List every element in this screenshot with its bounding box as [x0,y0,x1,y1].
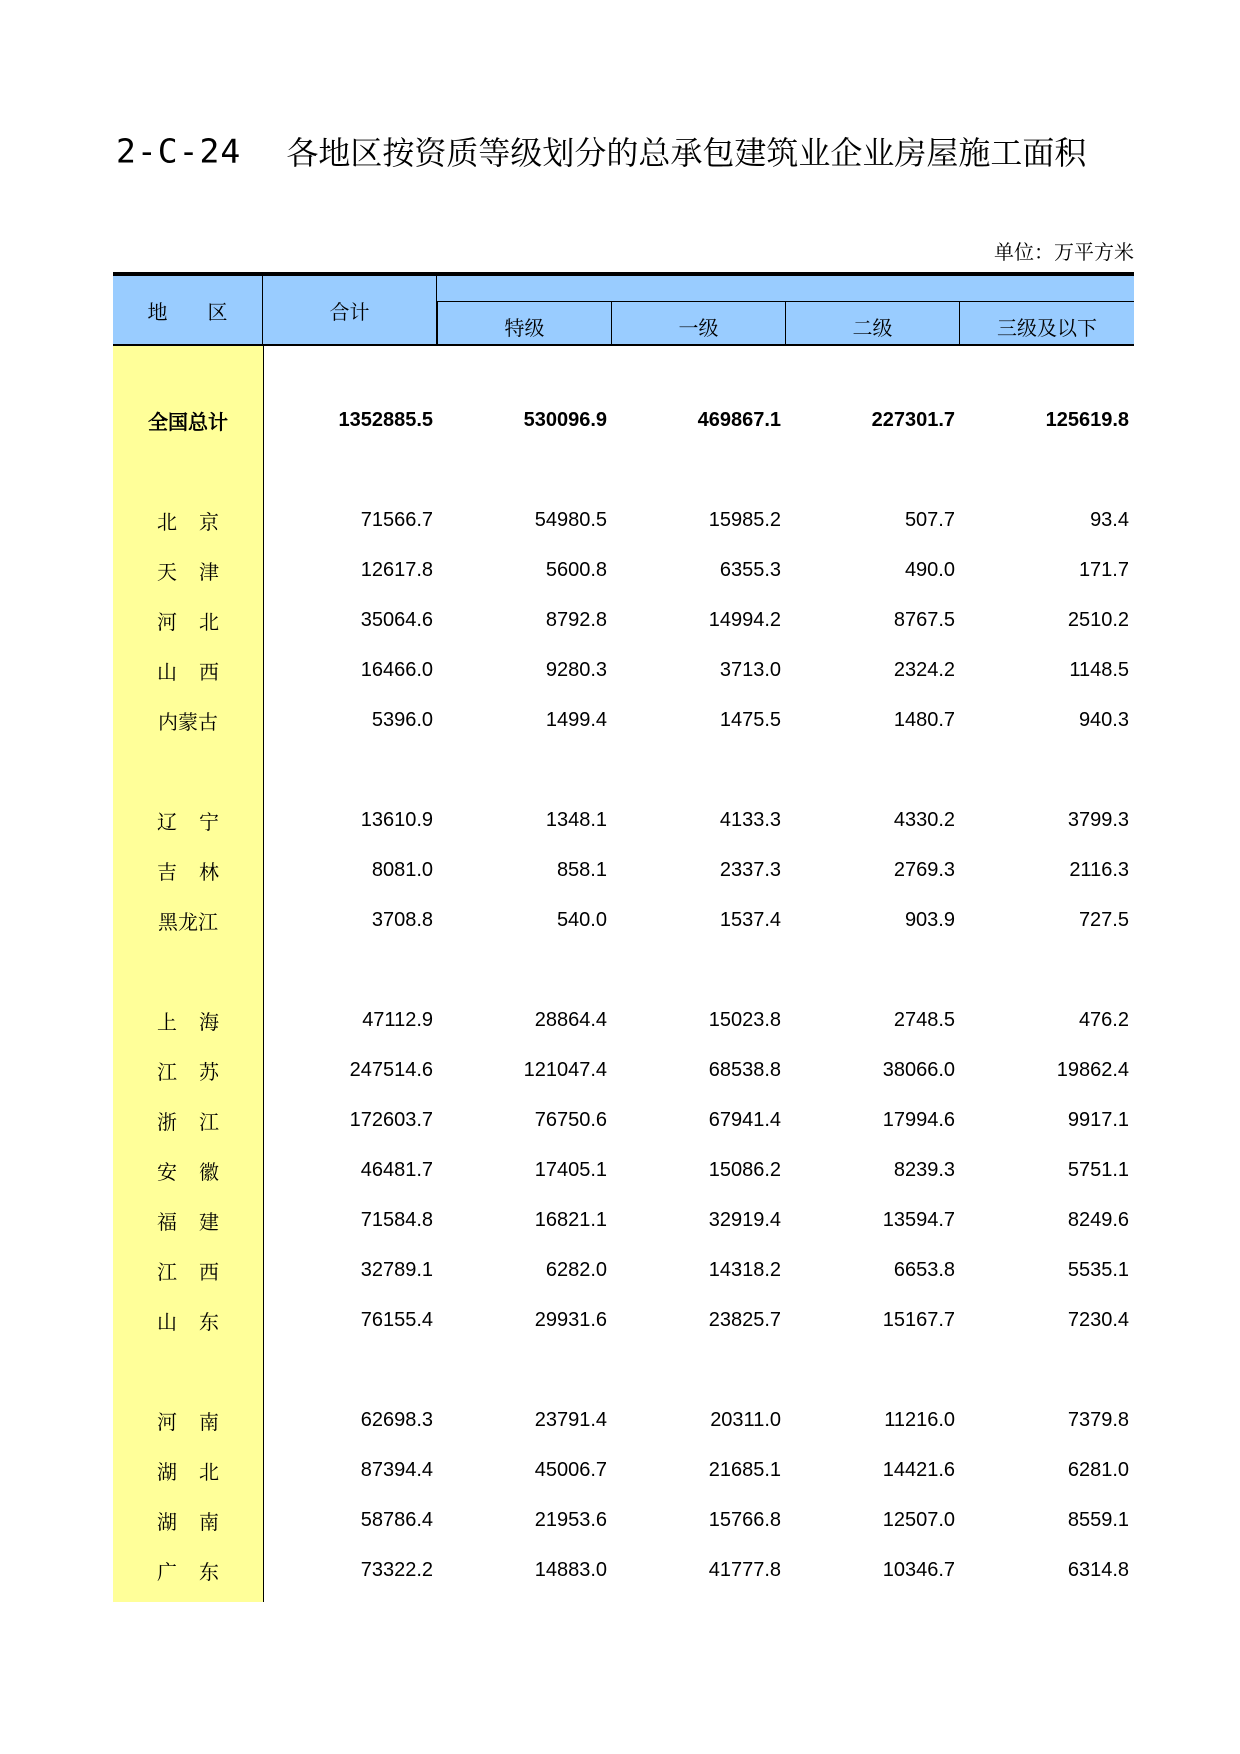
cell-grade-2: 4330.2 [893,808,955,831]
table-row [113,650,1134,690]
cell-grade-3: 727.5 [1078,908,1129,931]
header-grade-2: 二级 [785,301,959,345]
cell-grade-3: 3799.3 [1067,808,1129,831]
cell-total: 71566.7 [360,508,433,531]
cell-grade-3: 2510.2 [1067,608,1129,631]
cell-grade-1: 23825.7 [708,1308,781,1331]
cell-total: 172603.7 [349,1108,433,1131]
cell-grade-1: 14994.2 [708,608,781,631]
cell-total: 247514.6 [349,1058,433,1081]
cell-grade-special: 76750.6 [534,1108,607,1131]
cell-grade-2: 8239.3 [893,1158,955,1181]
header-region: 地 区 [113,276,263,345]
cell-region: 全国总计 [148,409,228,434]
cell-grade-special: 21953.6 [534,1508,607,1531]
cell-region: 辽宁 [157,809,241,834]
table-row [113,1550,1134,1590]
cell-region: 广东 [157,1559,241,1584]
table-row [113,600,1134,640]
cell-grade-special: 28864.4 [534,1008,607,1031]
cell-grade-1: 2337.3 [719,858,781,881]
cell-grade-1: 4133.3 [719,808,781,831]
cell-grade-2: 507.7 [904,508,955,531]
cell-grade-special: 1499.4 [545,708,607,731]
table-row-national-total [113,400,1134,440]
cell-grade-1: 20311.0 [710,1408,781,1431]
cell-region: 北京 [157,509,241,534]
page-title [116,128,1086,176]
cell-region: 江西 [157,1259,241,1284]
cell-grade-2: 2324.2 [893,658,955,681]
cell-grade-special: 17405.1 [534,1158,607,1181]
table-code: 2-C-24 [116,131,242,171]
cell-region: 山东 [157,1309,241,1334]
cell-total: 58786.4 [360,1508,433,1531]
table-header [113,276,1134,345]
cell-region: 安徽 [157,1159,241,1184]
cell-grade-3: 93.4 [1090,508,1129,531]
cell-grade-1: 15766.8 [708,1508,781,1531]
cell-total: 13610.9 [360,808,433,831]
cell-grade-1: 15985.2 [708,508,781,531]
cell-total: 87394.4 [360,1458,433,1481]
cell-grade-special: 8792.8 [545,608,607,631]
table-row [113,700,1134,740]
table-row [113,1000,1134,1040]
header-grade-1: 一级 [611,301,785,345]
cell-region: 湖北 [157,1459,241,1484]
cell-grade-3: 171.7 [1078,558,1129,581]
cell-total: 8081.0 [371,858,433,881]
unit-label: 单位：万平方米 [994,240,1134,264]
cell-region: 江苏 [157,1059,241,1084]
cell-grade-3: 6281.0 [1067,1458,1129,1481]
cell-region: 黑龙江 [158,909,218,934]
cell-region: 天津 [157,559,241,584]
cell-grade-3: 9917.1 [1067,1108,1129,1131]
cell-region: 浙江 [157,1109,241,1134]
header-grade-3: 三级及以下 [959,301,1134,345]
header-grade-special: 特级 [437,301,611,345]
cell-grade-3: 5751.1 [1067,1158,1129,1181]
cell-grade-special: 29931.6 [534,1308,607,1331]
cell-grade-2: 13594.7 [882,1208,955,1231]
cell-grade-special: 6282.0 [545,1258,607,1281]
cell-grade-2: 6653.8 [893,1258,955,1281]
table-row [113,900,1134,940]
table-row [113,1500,1134,1540]
cell-grade-1: 1475.5 [719,708,781,731]
cell-grade-3: 6314.8 [1067,1558,1129,1581]
cell-grade-2: 10346.7 [882,1558,955,1581]
table-row [113,1050,1134,1090]
cell-grade-2: 11216.0 [884,1408,955,1431]
cell-total: 16466.0 [360,658,433,681]
cell-region: 河北 [157,609,241,634]
table-row [113,1200,1134,1240]
table-row [113,1400,1134,1440]
cell-grade-3: 7230.4 [1067,1308,1129,1331]
cell-region: 河南 [157,1409,241,1434]
cell-grade-2: 38066.0 [882,1058,955,1081]
table-row [113,1100,1134,1140]
cell-total: 5396.0 [371,708,433,731]
header-rule [113,344,1134,346]
cell-grade-2: 17994.6 [882,1108,955,1131]
cell-total: 3708.8 [371,908,433,931]
cell-grade-3: 8559.1 [1067,1508,1129,1531]
cell-grade-2: 14421.6 [882,1458,955,1481]
cell-grade-2: 8767.5 [893,608,955,631]
cell-grade-special: 16821.1 [534,1208,607,1231]
cell-grade-1: 21685.1 [708,1458,781,1481]
cell-grade-1: 67941.4 [708,1108,781,1131]
cell-total: 47112.9 [362,1008,433,1031]
cell-grade-2: 903.9 [904,908,955,931]
cell-region: 上海 [157,1009,241,1034]
cell-grade-1: 41777.8 [708,1558,781,1581]
cell-grade-special: 23791.4 [534,1408,607,1431]
cell-grade-3: 7379.8 [1067,1408,1129,1431]
cell-total: 35064.6 [360,608,433,631]
cell-region: 山西 [157,659,241,684]
cell-grade-1: 6355.3 [719,558,781,581]
cell-grade-3: 476.2 [1078,1008,1129,1031]
table-row [113,1450,1134,1490]
cell-grade-1: 3713.0 [719,658,781,681]
cell-region: 福建 [157,1209,241,1234]
cell-grade-special: 540.0 [556,908,607,931]
cell-grade-special: 45006.7 [534,1458,607,1481]
cell-grade-special: 54980.5 [534,508,607,531]
cell-total: 73322.2 [360,1558,433,1581]
header-total: 合计 [263,276,437,345]
cell-grade-special: 121047.4 [523,1058,607,1081]
cell-region: 吉林 [157,859,241,884]
cell-total: 46481.7 [360,1158,433,1181]
cell-grade-1: 32919.4 [708,1208,781,1231]
table-row [113,800,1134,840]
table-row [113,1300,1134,1340]
cell-grade-1: 1537.4 [719,908,781,931]
cell-grade-3: 1148.5 [1069,658,1129,681]
cell-grade-1: 68538.8 [708,1058,781,1081]
cell-grade-special: 5600.8 [545,558,607,581]
table-title: 各地区按资质等级划分的总承包建筑业企业房屋施工面积 [286,134,1087,172]
cell-grade-1: 15086.2 [708,1158,781,1181]
cell-grade-3: 125619.8 [1045,408,1129,431]
cell-grade-2: 2769.3 [893,858,955,881]
cell-grade-3: 8249.6 [1067,1208,1129,1231]
cell-grade-1: 14318.2 [708,1258,781,1281]
cell-region: 内蒙古 [158,709,218,734]
cell-grade-special: 9280.3 [545,658,607,681]
table-row [113,1250,1134,1290]
cell-total: 1352885.5 [338,408,433,431]
cell-grade-3: 5535.1 [1067,1258,1129,1281]
cell-grade-special: 530096.9 [523,408,607,431]
cell-grade-1: 15023.8 [708,1008,781,1031]
cell-grade-2: 1480.7 [893,708,955,731]
cell-grade-2: 227301.7 [871,408,955,431]
cell-grade-special: 14883.0 [534,1558,607,1581]
cell-grade-2: 2748.5 [893,1008,955,1031]
cell-grade-3: 19862.4 [1056,1058,1129,1081]
cell-total: 62698.3 [360,1408,433,1431]
cell-total: 12617.8 [360,558,433,581]
cell-total: 71584.8 [360,1208,433,1231]
cell-grade-3: 940.3 [1078,708,1129,731]
cell-grade-special: 858.1 [556,858,607,881]
cell-total: 32789.1 [360,1258,433,1281]
table-row [113,1150,1134,1190]
cell-grade-1: 469867.1 [697,408,781,431]
cell-region: 湖南 [157,1509,241,1534]
cell-grade-2: 15167.7 [882,1308,955,1331]
cell-grade-2: 490.0 [904,558,955,581]
cell-grade-3: 2116.3 [1069,858,1129,881]
table-row [113,500,1134,540]
cell-grade-2: 12507.0 [882,1508,955,1531]
cell-total: 76155.4 [360,1308,433,1331]
cell-grade-special: 1348.1 [545,808,607,831]
table-row [113,550,1134,590]
table-row [113,850,1134,890]
